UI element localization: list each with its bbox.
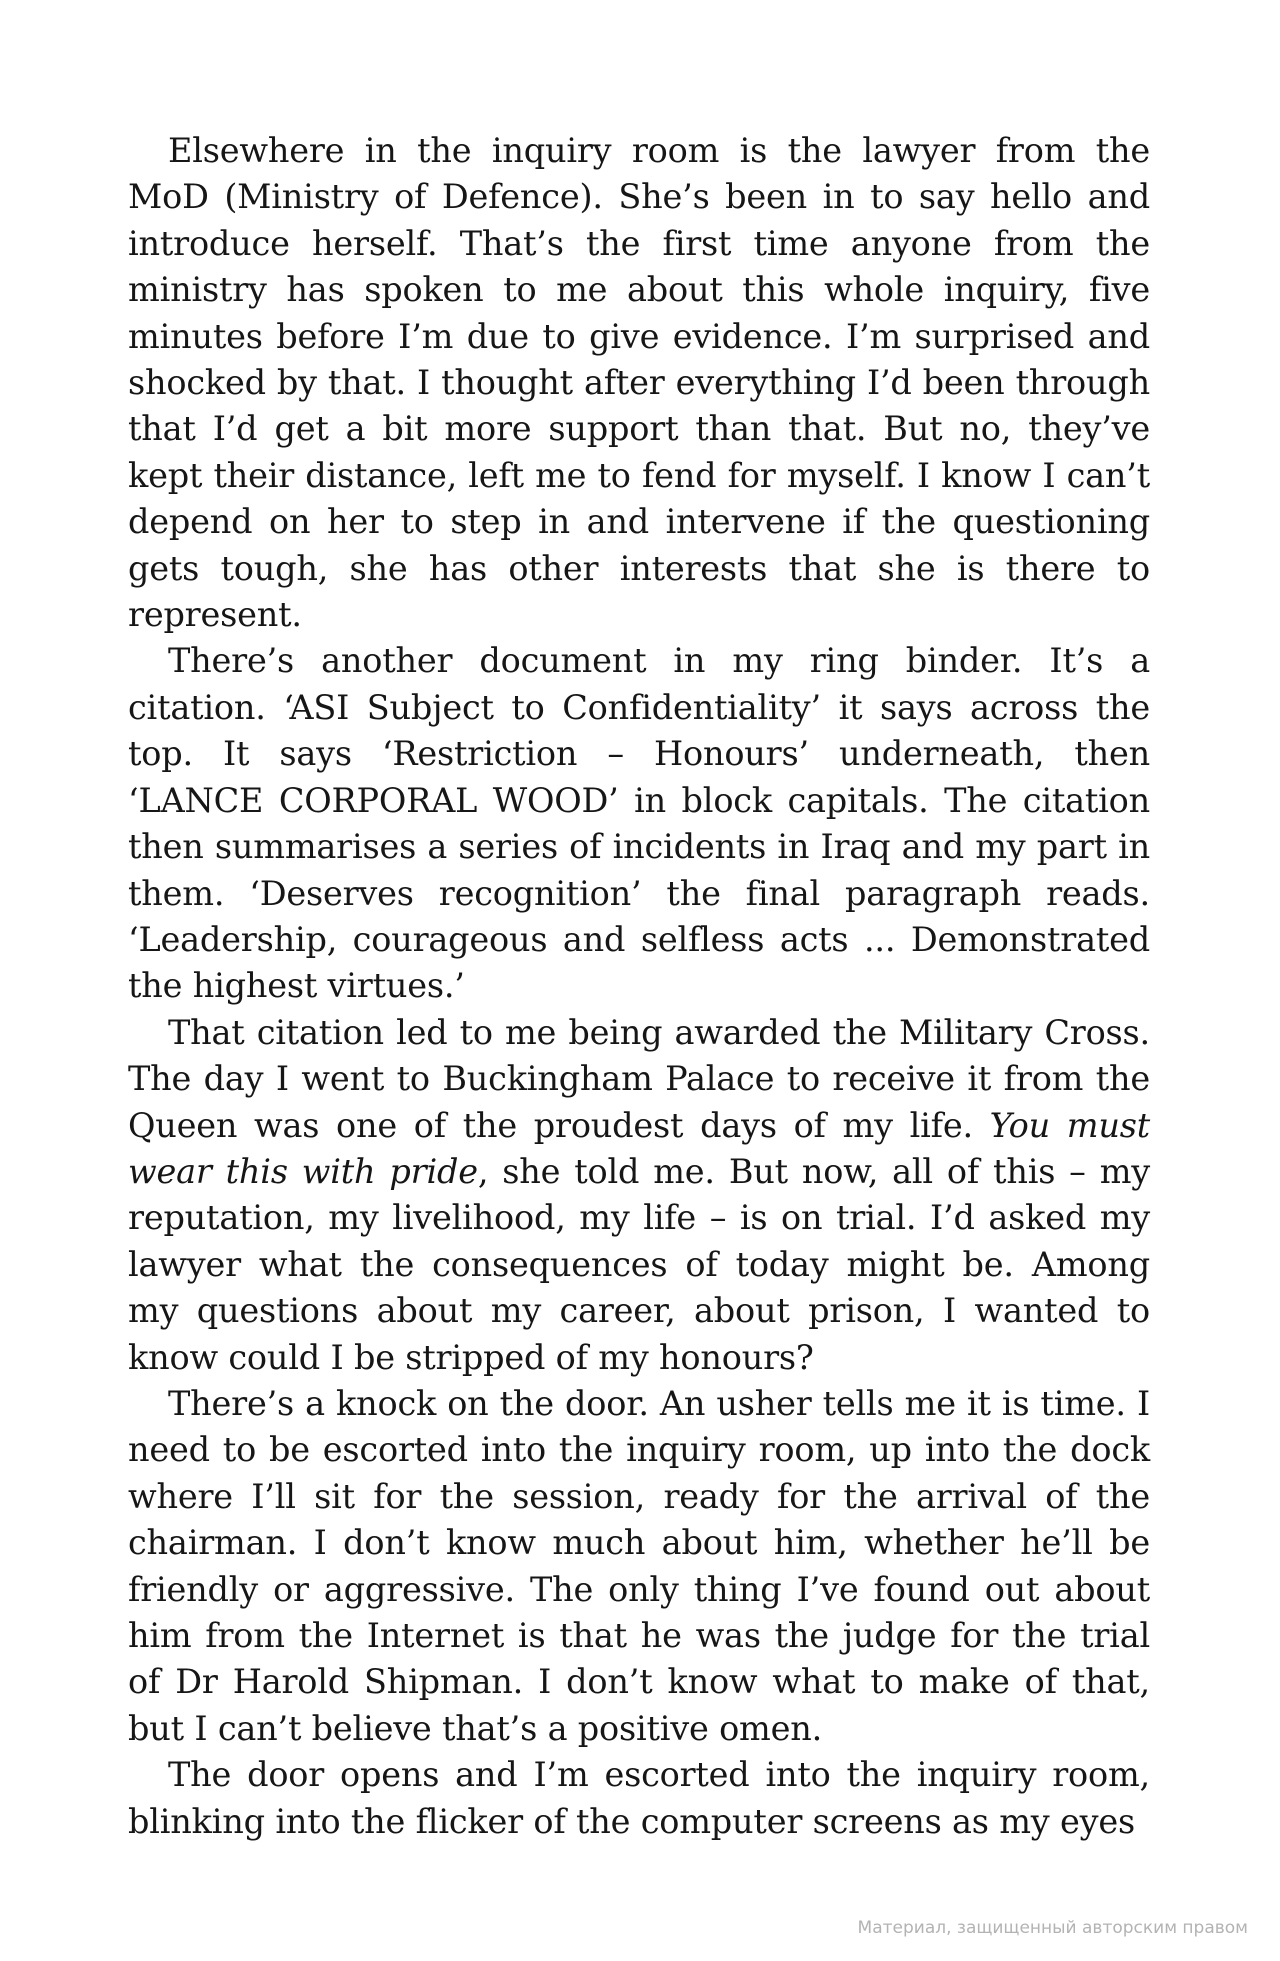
paragraph-3-text-end: , she told me. But now, all of this – my reputation, my livelihood, my life – is on trial. I’d asked my lawyer what the consequences of today might be. Among my questions about my career, about prison, I wanted to know could I be stripped of my honours? [128, 1151, 1151, 1377]
paragraph-5 [128, 1752, 1150, 1845]
paragraph-3-text-start: That citation led to me being awarded the Military Cross. The day I went to Buckingham Palace to receive it from the Queen was one of the proudest days of my life. [128, 1012, 1150, 1145]
paragraph-1 [128, 128, 1150, 638]
copyright-watermark: Материал, защищенный авторским правом [857, 1918, 1248, 1938]
paragraph-3-italic-quote: You must wear this with pride [128, 1105, 1150, 1191]
paragraph-1-text: Elsewhere in the inquiry room is the lawyer from the MoD (Ministry of Defence). She’s been in to say hello and introduce herself. That’s the first time anyone from the ministry has spoken to me about this whole inquiry, five minutes before I’m due to give evidence. I’m surprised and shocked by that. I thought after everything I’d been through that I’d get a bit more support than that. But no, they’ve kept their distance, left me to fend for myself. I know I can’t depend on her to step in and intervene if the questioning gets tough, she has other interests that she is there to represent. [128, 131, 1150, 635]
paragraph-2 [128, 638, 1150, 1009]
paragraph-4-text: There’s a knock on the door. An usher tells me it is time. I need to be escorted into the inquiry room, up into the dock where I’ll sit for the session, ready for the arrival of the chairman. I don’t know much about him, whether he’ll be friendly or aggressive. The only thing I’ve found out about him from the Internet is that he was the judge for the trial of Dr Harold Shipman. I don’t know what to make of that, but I can’t believe that’s a positive omen. [128, 1383, 1150, 1748]
paragraph-2-text: There’s another document in my ring binder. It’s a citation. ‘ASI Subject to Confidentiality’ it says across the top. It says ‘Restriction – Honours’ underneath, then ‘LANCE CORPORAL WOOD’ in block capitals. The citation then summarises a series of incidents in Iraq and my part in them. ‘Deserves recognition’ the final paragraph reads. ‘Leadership, courageous and selfless acts ... Demonstrated the highest virtues.’ [128, 641, 1150, 1006]
paragraph-5-text: The door opens and I’m escorted into the inquiry room, blinking into the flicker of the computer screens as my eyes [128, 1755, 1150, 1841]
page-body [128, 128, 1150, 1845]
paragraph-4 [128, 1381, 1150, 1752]
paragraph-3 [128, 1010, 1150, 1381]
